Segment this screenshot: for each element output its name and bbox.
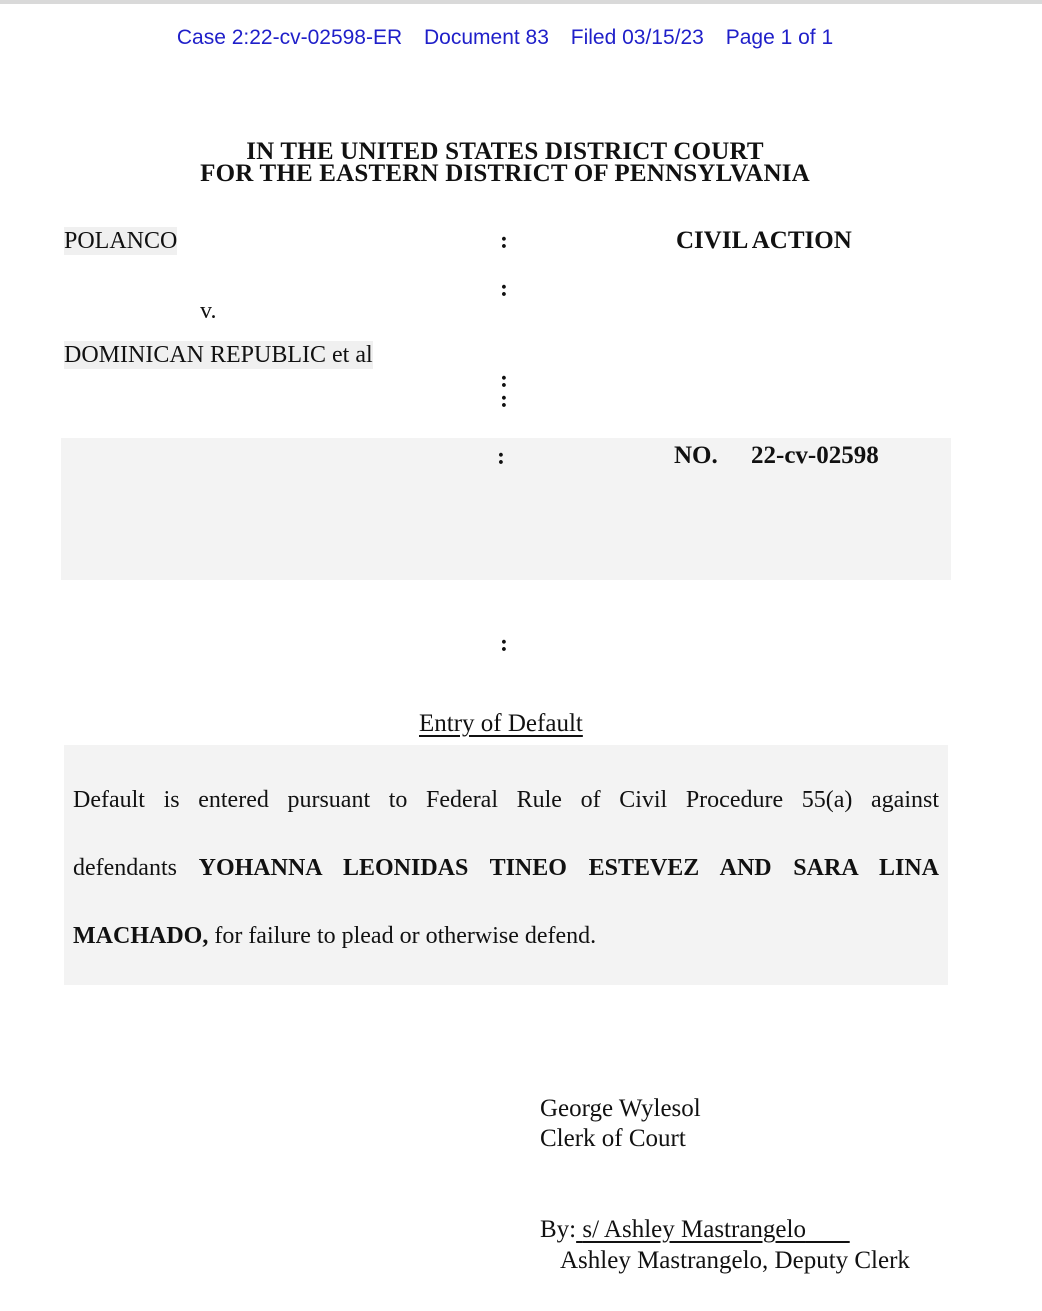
- ecf-header-stamp: [0, 26, 1010, 50]
- case-number-value: 22-cv-02598: [751, 442, 879, 469]
- caption-colon: :: [497, 444, 505, 470]
- caption-colon: :: [500, 631, 508, 657]
- default-reason: for failure to plead or otherwise defend.: [214, 923, 597, 949]
- plaintiff-name: POLANCO: [64, 228, 178, 254]
- caption-colon: :: [500, 276, 508, 302]
- versus-label: v.: [200, 298, 217, 324]
- defendant-surname: MACHADO,: [73, 923, 209, 949]
- page-count-stamp: Page 1 of 1: [725, 26, 834, 49]
- entry-body-paragraph: [73, 766, 939, 970]
- page-top-border: [0, 0, 1042, 4]
- case-number-stamp: Case 2:22-cv-02598-ER: [176, 26, 403, 49]
- clerk-name: George Wylesol: [540, 1095, 701, 1122]
- court-title-line-2: FOR THE EASTERN DISTRICT OF PENNSYLVANIA: [200, 160, 810, 187]
- entry-title: Entry of Default: [419, 710, 583, 737]
- defendants-names: YOHANNA LEONIDAS TINEO ESTEVEZ AND SARA LINA: [198, 855, 940, 881]
- entry-body-line-1: Default is entered pursuant to Federal Rule of Civil Procedure 55(a) against: [73, 787, 939, 813]
- caption-colon: :: [500, 387, 508, 413]
- electronic-signature: s/ Ashley Mastrangelo: [582, 1216, 806, 1243]
- defendant-name: DOMINICAN REPUBLIC et al: [64, 342, 373, 368]
- clerk-title: Clerk of Court: [540, 1125, 686, 1152]
- defendants-prefix: defendants: [73, 855, 177, 881]
- civil-action-label: CIVIL ACTION: [676, 227, 852, 254]
- case-number-label: NO.: [674, 442, 718, 469]
- deputy-clerk-name: Ashley Mastrangelo, Deputy Clerk: [560, 1247, 910, 1274]
- filed-date-stamp: Filed 03/15/23: [570, 26, 704, 49]
- by-label: By:: [540, 1216, 577, 1243]
- entry-body-line-3: [73, 902, 939, 970]
- court-title-line-1: IN THE UNITED STATES DISTRICT COURT: [246, 138, 764, 165]
- caption-colon: :: [500, 367, 508, 393]
- document-number-stamp: Document 83: [424, 26, 549, 49]
- signature-by-line: [540, 1215, 850, 1245]
- caption-colon: :: [500, 228, 508, 254]
- entry-body-line-2: [73, 834, 939, 902]
